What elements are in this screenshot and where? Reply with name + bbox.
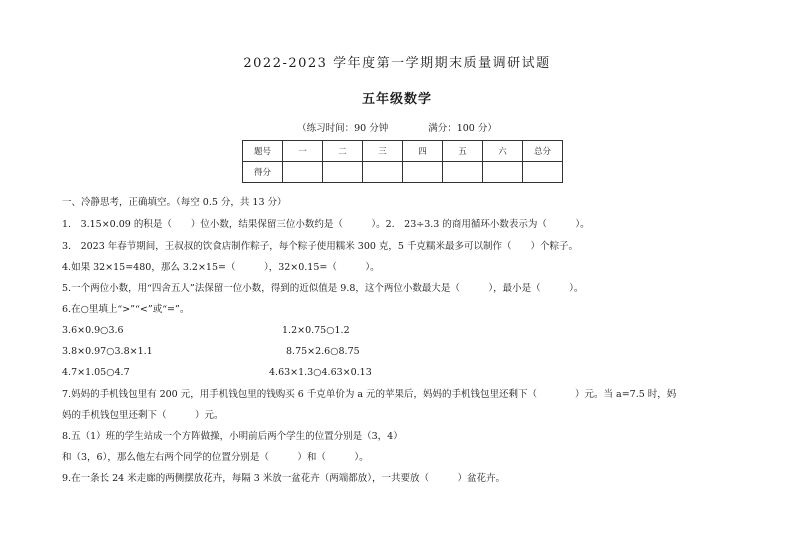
score-table-header: 四: [403, 141, 443, 162]
score-row-label: 得分: [243, 162, 283, 183]
score-table-header: 题号: [243, 141, 283, 162]
score-table-header: 二: [323, 141, 363, 162]
exam-subtitle: 五年级数学: [361, 92, 432, 107]
score-table-header-row: [243, 141, 563, 162]
comparison-item: 8.75×2.6○8.75: [286, 346, 360, 357]
question-5: 5.一个两位小数，用“四舍五人”法保留一位小数，得到的近似值是 9.8，这个两位小数最大是（ ），最小是（ ）。: [62, 283, 584, 294]
exam-time-info: [0, 120, 794, 134]
score-table: [242, 140, 563, 183]
question-3: 3. 2023 年春节期间，王叔叔的饮食店制作粽子，每个粽子使用糯米 300 克，5 千克糯米最多可以制作（ ）个粽子。: [62, 241, 578, 252]
score-cell[interactable]: [283, 162, 323, 183]
score-table-header: 六: [483, 141, 523, 162]
score-cell[interactable]: [523, 162, 563, 183]
comparison-item: 3.8×0.97○3.8×1.1: [62, 346, 153, 357]
comparison-item: 3.6×0.9○3.6: [62, 325, 124, 336]
score-table-header: 总分: [523, 141, 563, 162]
score-cell[interactable]: [363, 162, 403, 183]
score-cell[interactable]: [403, 162, 443, 183]
question-8: 8.五（1）班的学生站成一个方阵做操，小明前后两个学生的位置分别是（3，4）: [62, 431, 403, 442]
exam-title: 2022-2023 学年度第一学期期末质量调研试题: [243, 56, 551, 71]
score-cell[interactable]: [443, 162, 483, 183]
score-table-score-row: [243, 162, 563, 183]
section-heading: 一、冷静思考，正确填空。（每空 0.5 分，共 13 分）: [62, 197, 287, 208]
score-table-header: 五: [443, 141, 483, 162]
question-1-2: 1. 3.15×0.09 的积是（ ）位小数，结果保留三位小数约是（ ）。2. 23÷3.3 的商用循环小数表示为（ ）。: [62, 219, 590, 230]
question-7: 7.妈妈的手机钱包里有 200 元，用手机钱包里的钱购买 6 千克单价为 a 元的苹果后，妈妈的手机钱包里还剩下（ ）元。当 a=7.5 时，妈: [62, 389, 677, 400]
score-cell[interactable]: [323, 162, 363, 183]
question-4: 4.如果 32×15=480，那么 3.2×15=（ ），32×0.15=（ ）。: [62, 262, 380, 273]
question-7-continued: 妈的手机钱包里还剩下（ ）元。: [62, 410, 224, 421]
score-table-header: 三: [363, 141, 403, 162]
question-9: 9.在一条长 24 米走廊的两侧摆放花卉，每隔 3 米放一盆花卉（两端都放），一共要放（ ）盆花卉。: [62, 473, 506, 484]
comparison-item: 4.63×1.3○4.63×0.13: [269, 367, 372, 378]
score-label: 满分：100 分）: [428, 123, 497, 134]
time-label: （练习时间：90 分钟: [297, 123, 389, 134]
score-cell[interactable]: [483, 162, 523, 183]
comparison-item: 1.2×0.75○1.2: [282, 325, 350, 336]
question-6: 6.在○里填上“>”“<”或“=”。: [62, 304, 190, 315]
score-table-header: 一: [283, 141, 323, 162]
comparison-item: 4.7×1.05○4.7: [62, 367, 130, 378]
question-8-continued: 和（3，6），那么他左右两个同学的位置分别是（ ）和（ ）。: [62, 452, 369, 463]
